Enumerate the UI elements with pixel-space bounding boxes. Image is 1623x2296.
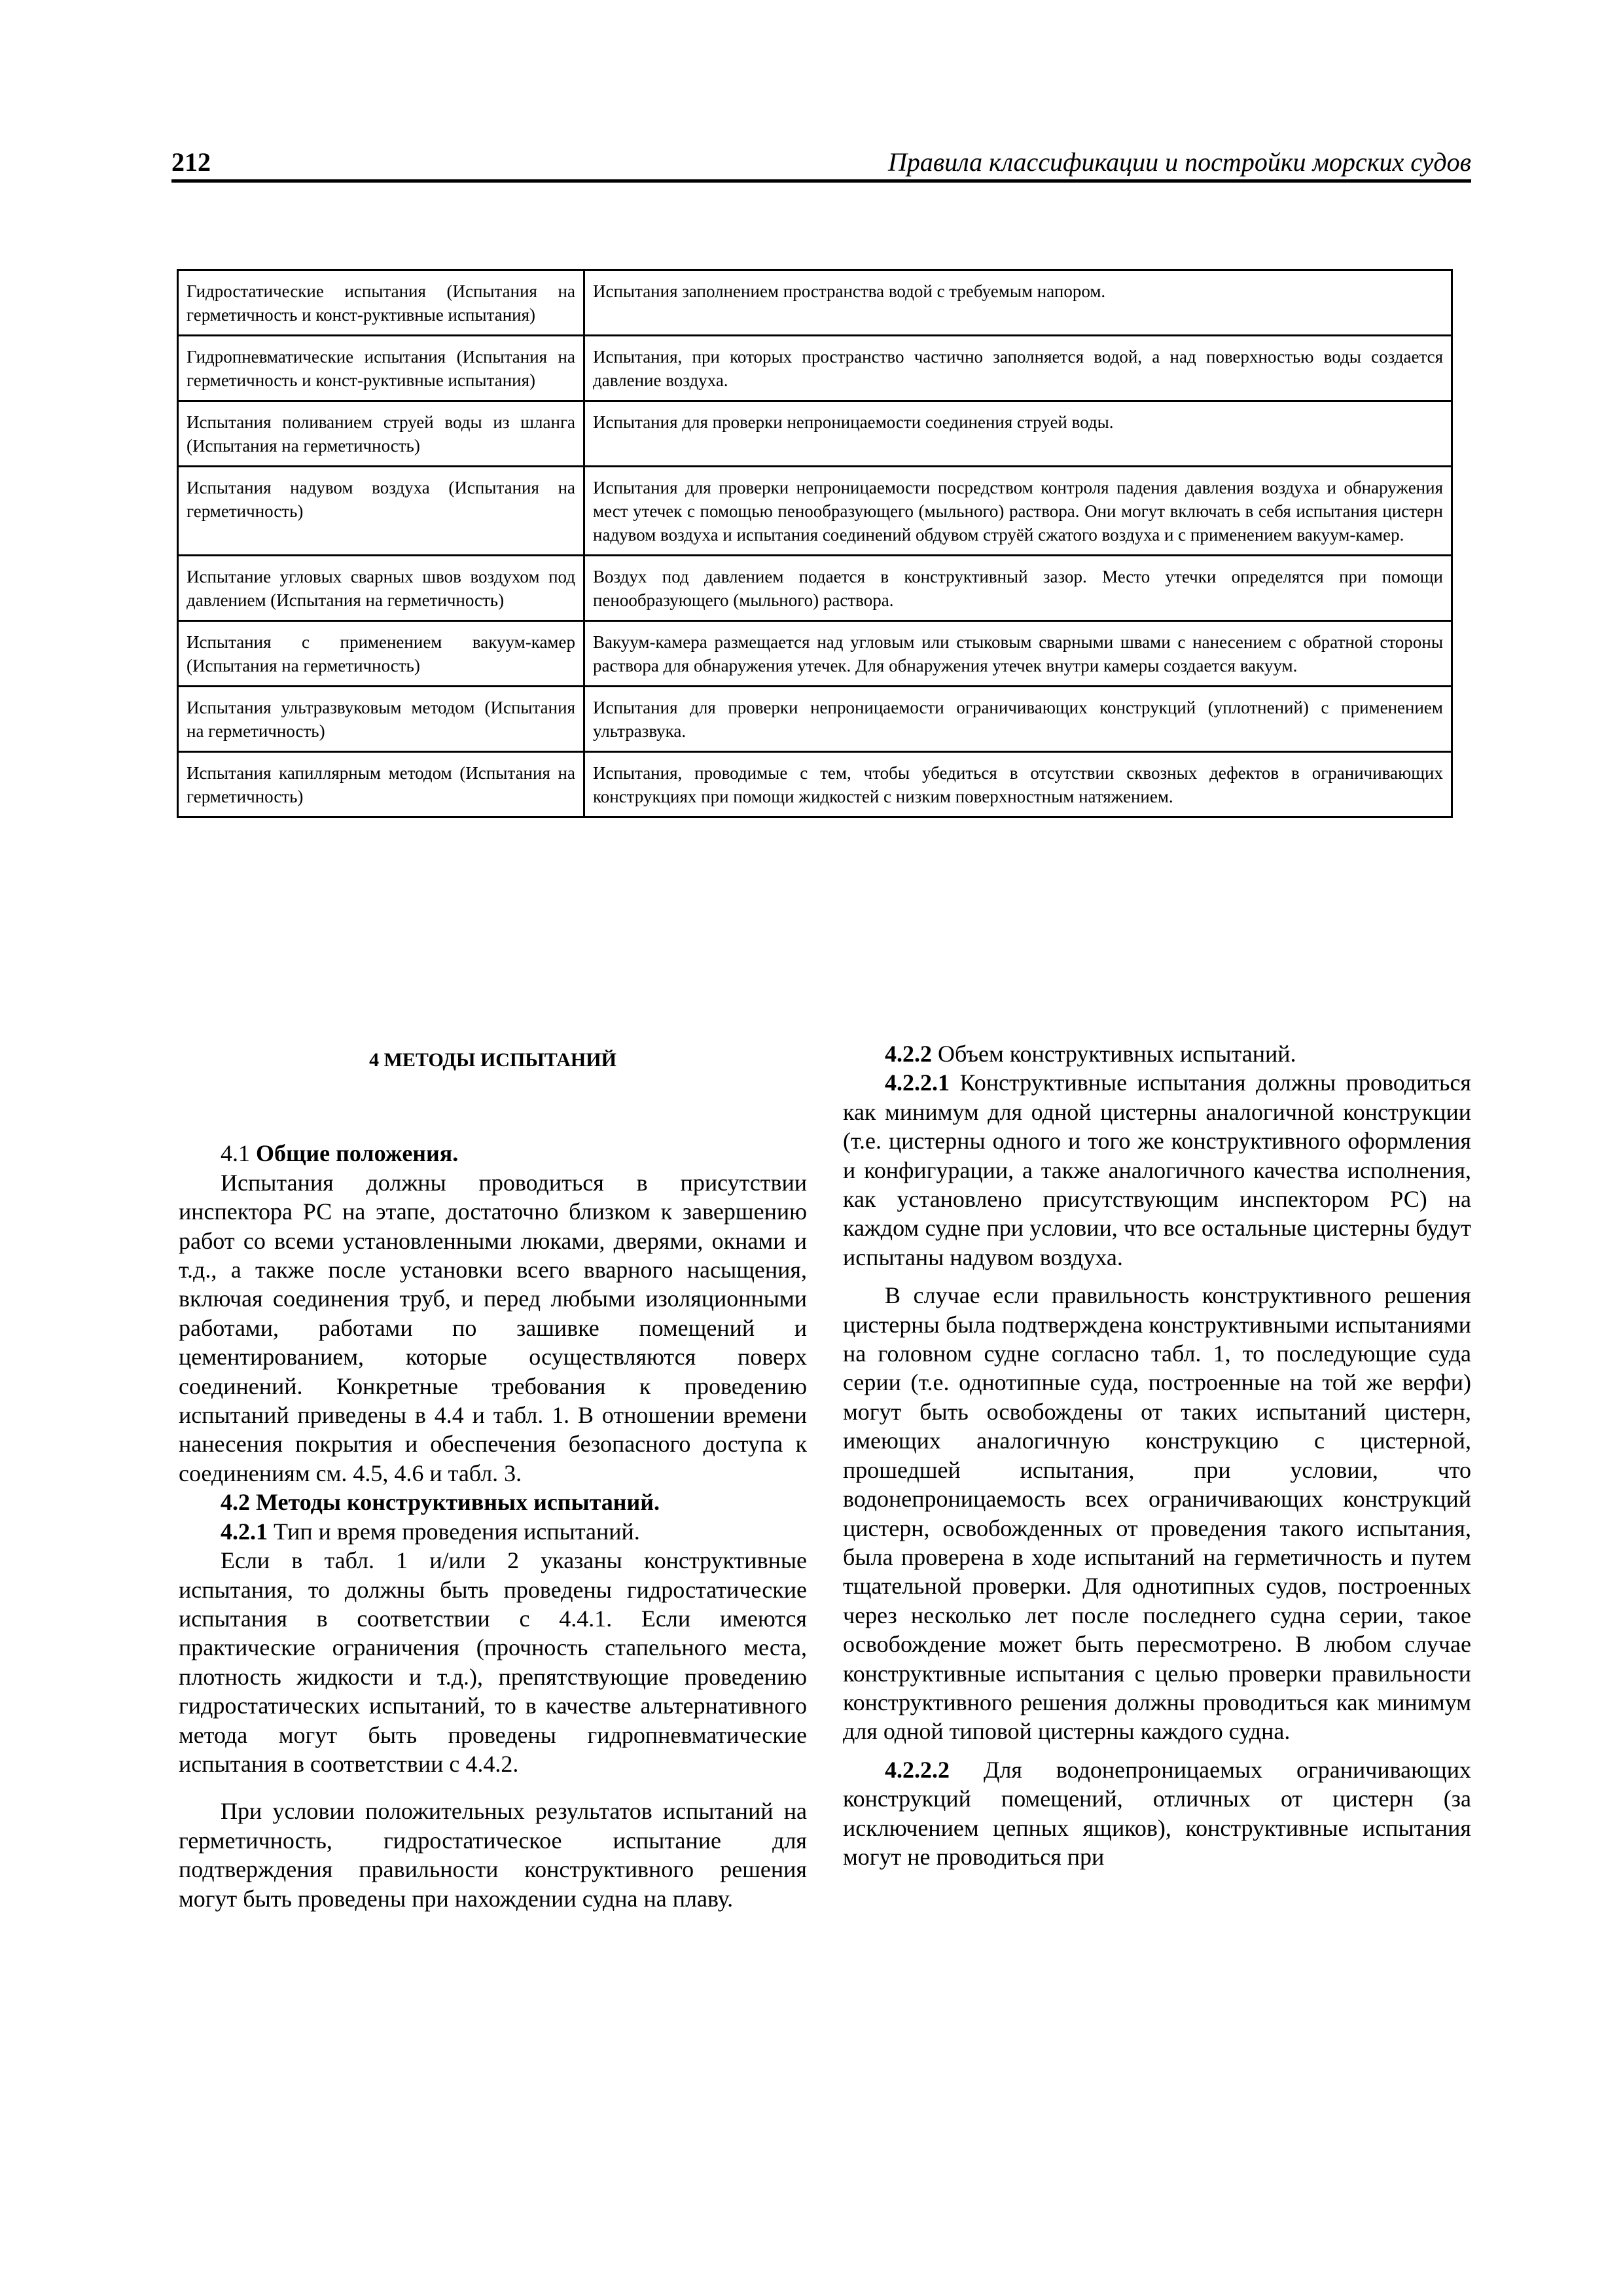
table-row	[178, 621, 1452, 687]
test-definition-cell: Испытания, при которых пространство частично заполняется водой, а над поверхностью воды создается давление воздуха.	[584, 336, 1452, 401]
page-header	[171, 145, 1471, 183]
page-number: 212	[171, 147, 211, 177]
heading-text: Объем конструктивных испытаний.	[938, 1041, 1296, 1067]
test-definition-cell: Испытания для проверки непроницаемости ограничивающих конструкций (уплотнений) с применением ультразвука.	[584, 687, 1452, 752]
test-term-cell: Испытания поливанием струей воды из шланга (Испытания на герметичность)	[178, 401, 584, 467]
heading-number: 4.2.1	[221, 1518, 268, 1545]
test-definition-cell: Испытания заполнением пространства водой с требуемым напором.	[584, 270, 1452, 336]
heading-4-2-2	[843, 1039, 1471, 1068]
heading-4-2	[179, 1488, 807, 1516]
right-column	[843, 1039, 1471, 1871]
test-definition-cell: Воздух под давлением подается в конструктивный зазор. Место утечки определятся при помощи пенообразующего (мыльного) раствора.	[584, 556, 1452, 621]
table-row	[178, 270, 1452, 336]
test-term-cell: Гидропневматические испытания (Испытания на герметичность и конст-руктивные испытания)	[178, 336, 584, 401]
paragraph	[843, 1068, 1471, 1272]
table-row	[178, 556, 1452, 621]
heading-text: Общие положения.	[256, 1140, 459, 1167]
heading-text: Методы конструктивных испытаний.	[256, 1489, 660, 1516]
paragraph: При условии положительных результатов испытаний на герметичность, гидростатическое испытание для подтверждения правильности конструктивного решения могут быть проведены при нахождении судна на плаву.	[179, 1798, 807, 1912]
heading-4-1	[179, 1139, 807, 1168]
paragraph-text: Конструктивные испытания должны проводиться как минимум для одной цистерны аналогичной конструкции (т.е. цистерны одного и того же конструктивного оформления и конфигурации, а также аналогичного качества исполнения, как установлено присутствующим инспектором РС) на каждом судне при условии, что все остальные цистерны будут испытаны надувом воздуха.	[843, 1069, 1471, 1270]
heading-text: Тип и время проведения испытаний.	[274, 1518, 640, 1545]
heading-number: 4.1	[221, 1140, 250, 1167]
paragraph: Если в табл. 1 и/или 2 указаны конструктивные испытания, то должны быть проведены гидростатические испытания в соответствии с 4.4.1. Если имеются практические ограничения (прочность стапельного места, плотность жидкости и т.д.), препятствующие проведению гидростатических испытаний, то в качестве альтернативного метода могут быть проведены гидропневматические испытания в соответствии с 4.4.2.	[179, 1547, 807, 1777]
clause-number: 4.2.2.1	[885, 1069, 950, 1096]
left-column	[179, 1039, 807, 1913]
table-row	[178, 467, 1452, 556]
heading-4-2-1	[179, 1517, 807, 1546]
test-term-cell: Испытания капиллярным методом (Испытания на герметичность)	[178, 752, 584, 817]
table-row	[178, 752, 1452, 817]
test-term-cell: Испытания с применением вакуум-камер (Испытания на герметичность)	[178, 621, 584, 687]
test-term-cell: Испытания надувом воздуха (Испытания на герметичность)	[178, 467, 584, 556]
test-definition-cell: Испытания для проверки непроницаемости посредством контроля падения давления воздуха и обнаружения мест утечек с помощью пенообразующего (мыльного) раствора. Они могут включать в себя испытания цистерн надувом воздуха и испытания соединений обдувом струёй сжатого воздуха и с применением вакуум-камер.	[584, 467, 1452, 556]
paragraph	[843, 1755, 1471, 1872]
test-term-cell: Испытание угловых сварных швов воздухом под давлением (Испытания на герметичность)	[178, 556, 584, 621]
heading-number: 4.2	[221, 1489, 250, 1516]
test-definition-cell: Испытания, проводимые с тем, чтобы убедиться в отсутствии сквозных дефектов в ограничивающих конструкциях при помощи жидкостей с низким поверхностным натяжением.	[584, 752, 1452, 817]
heading-number: 4.2.2	[885, 1041, 932, 1067]
clause-number: 4.2.2.2	[885, 1756, 950, 1783]
table-row	[178, 687, 1452, 752]
test-definition-cell: Испытания для проверки непроницаемости соединения струей воды.	[584, 401, 1452, 467]
table-row	[178, 401, 1452, 467]
table-row	[178, 336, 1452, 401]
running-title: Правила классификации и постройки морских судов	[887, 147, 1471, 177]
paragraph-text: Для водонепроницаемых ограничивающих конструкций помещений, отличных от цистерн (за исключением цепных ящиков), конструктивные испытания могут не проводиться при	[843, 1756, 1471, 1870]
paragraph: В случае если правильность конструктивного решения цистерны была подтверждена конструктивными испытаниями на головном судне согласно табл. 1, то последующие суда серии (т.е. однотипные суда, построенные на той же верфи) могут быть освобождены от таких испытаний цистерн, имеющих аналогичную конструкцию с цистерной, прошедшей испытания, при условии, что водонепроницаемость всех ограничивающих конструкций цистерн, освобожденных от проведения такого испытания, была проверена в ходе испытаний на герметичность и путем тщательной проверки. Для однотипных судов, построенных через несколько лет после последнего судна серии, такое освобождение может быть пересмотрено. В любом случае конструктивные испытания с целью проверки правильности конструктивного решения должны проводиться как минимум для одной типовой цистерны каждого судна.	[843, 1282, 1471, 1745]
test-term-cell: Испытания ультразвуковым методом (Испытания на герметичность)	[178, 687, 584, 752]
section-title: 4 МЕТОДЫ ИСПЫТАНИЙ	[369, 1049, 616, 1071]
test-term-cell: Гидростатические испытания (Испытания на герметичность и конст-руктивные испытания)	[178, 270, 584, 336]
test-types-table	[177, 269, 1453, 818]
test-definition-cell: Вакуум-камера размещается над угловым или стыковым сварными швами с нанесением с обратной стороны раствора для обнаружения утечек. Для обнаружения утечек внутри камеры создается вакуум.	[584, 621, 1452, 687]
paragraph: Испытания должны проводиться в присутствии инспектора РС на этапе, достаточно близком к завершению работ со всеми установленными люками, дверями, окнами и т.д., а также после установки всего вварного насыщения, включая соединения труб, и перед любыми изоляционными работами, работами по зашивке помещений и цементированием, которые осуществляются поверх соединений. Конкретные требования к проведению испытаний приведены в 4.4 и табл. 1. В отношении времени нанесения покрытия и обеспечения безопасного доступа к соединениям см. 4.5, 4.6 и табл. 3.	[179, 1169, 807, 1486]
